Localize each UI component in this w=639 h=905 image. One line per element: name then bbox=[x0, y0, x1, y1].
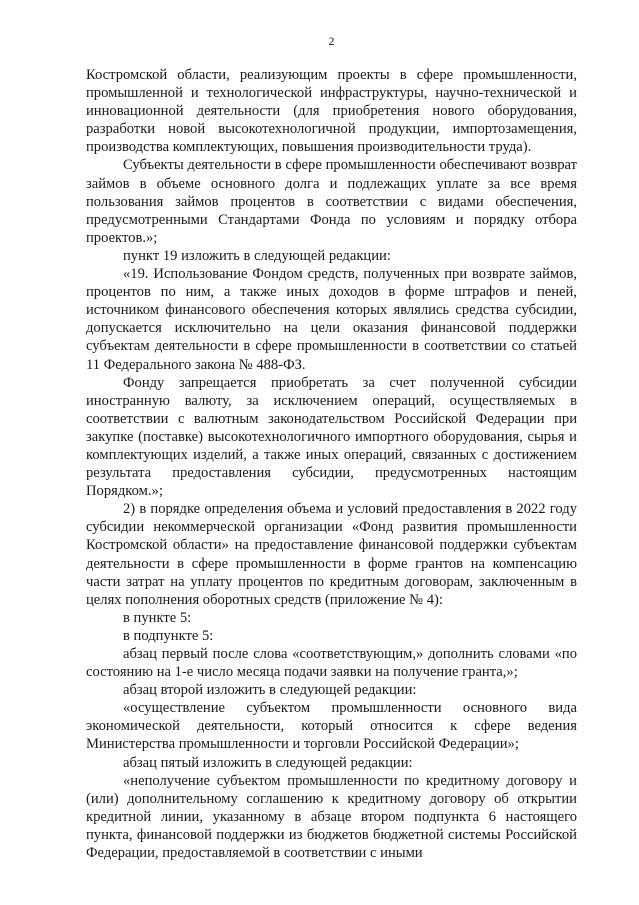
paragraph: «неполучение субъектом промышленности по кредитному договору и (или) дополнительному соглашению к кредитному договору об открытии кредитной линии, указанному в абзаце втором подпункта 6 настоящего пункта, финансовой поддержки из бюджетов бюджетной системы Российской Федерации, предоставляемой в соответствии с иными bbox=[86, 772, 577, 862]
paragraph: 2) в порядке определения объема и условий предоставления в 2022 году субсидии некоммерческой организации «Фонд развития промышленности Костромской области» на предоставление финансовой поддержки субъектам деятельности в сфере промышленности в форме грантов на компенсацию части затрат на уплату процентов по кредитным договорам, заключенным в целях пополнения оборотных средств (приложение № 4): bbox=[86, 501, 577, 608]
paragraph: в пункте 5: bbox=[123, 609, 192, 626]
paragraph: в подпункте 5: bbox=[123, 627, 214, 644]
paragraph: пункт 19 изложить в следующей редакции: bbox=[123, 247, 391, 264]
paragraph: «осуществление субъектом промышленности основного вида экономической деятельности, который относится к сфере ведения Министерства промышленности и торговли Российской Федерации»; bbox=[86, 700, 577, 753]
paragraph: Костромской области, реализующим проекты в сфере промышленности, промышленной и технологической инфраструктуры, научно-технической и инновационной деятельности (для приобретения нового оборудования, разработки новой высокотехнологичной продукции, импортозамещения, производства комплектующих, повышения производительности труда). bbox=[86, 67, 577, 156]
paragraph: абзац пятый изложить в следующей редакции: bbox=[123, 754, 413, 771]
paragraph: Фонду запрещается приобретать за счет полученной субсидии иностранную валюту, за исключением операций, осуществляемых в соответствии с валютным законодательством Российской Федерации при закупке (поставке) высокотехнологичного импортного оборудования, сырья и комплектующих изделий, а также иных операций, связанных с достижением результата предоставления субсидии, предусмотренных настоящим Порядком.»; bbox=[86, 374, 577, 500]
paragraph: абзац второй изложить в следующей редакции: bbox=[123, 682, 417, 699]
paragraph: «19. Использование Фондом средств, полученных при возврате займов, процентов по ним, а также иных доходов в форме штрафов и пеней, источником финансового обеспечения которых являлись средства субсидии, допускается исключительно на цели оказания финансовой поддержки субъектам деятельности в сфере промышленности в соответствии со статьей 11 Федерального закона № 488-ФЗ. bbox=[86, 266, 577, 373]
paragraph: абзац первый после слова «соответствующим,» дополнить словами «по состоянию на 1-е число месяца подачи заявки на получение гранта,»; bbox=[86, 646, 577, 681]
paragraph: Субъекты деятельности в сфере промышленности обеспечивают возврат займов в объеме основного долга и подлежащих уплате за все время пользования займов процентов в соответствии с видами обеспечения, предусмотренными Стандартами Фонда по условиям и порядку отбора проектов.»; bbox=[86, 157, 577, 246]
document-body bbox=[86, 66, 577, 862]
page-number: 2 bbox=[328, 34, 335, 48]
